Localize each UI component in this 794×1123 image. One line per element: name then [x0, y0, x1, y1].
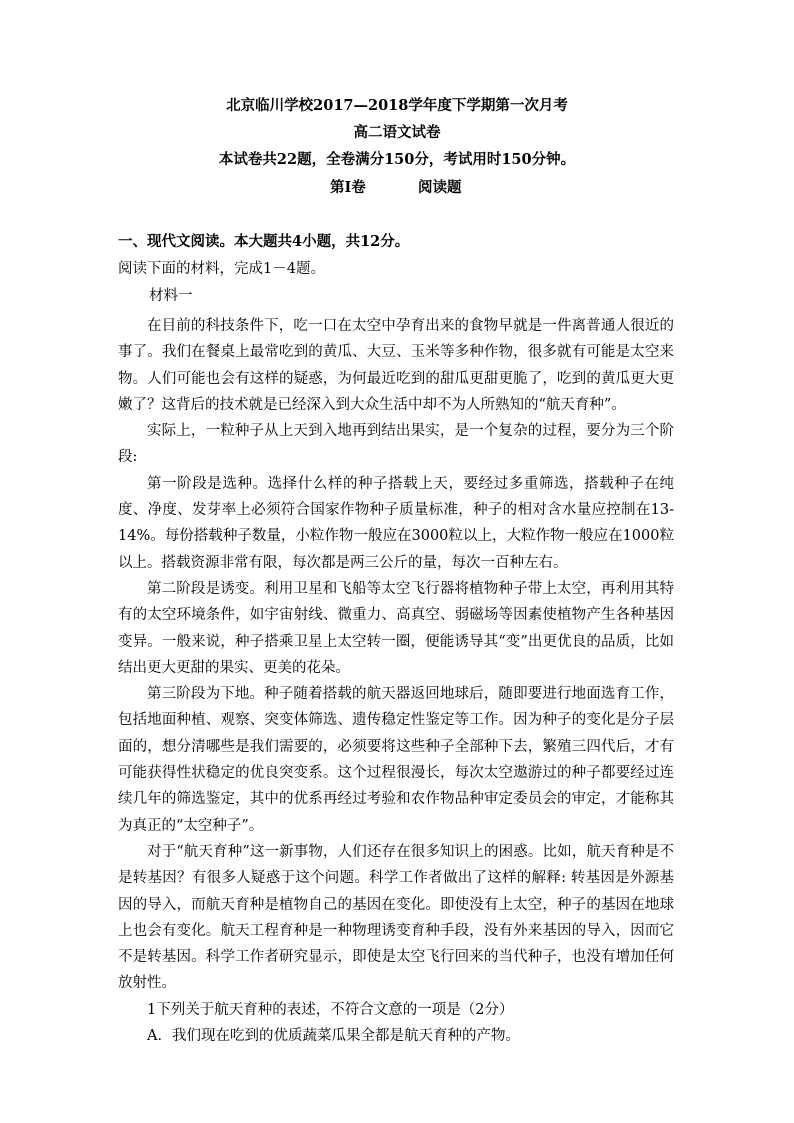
question-stem: 1下列关于航天育种的表述，不符合文意的一项是（2分）: [147, 1001, 514, 1018]
paragraph: 第三阶段为下地。种子随着搭载的航天器返回地球后，随即要进行地面选育工作，包括地面种植、观察、突变体筛选、遗传稳定性鉴定等工作。因为种子的变化是分子层面的，想分清哪些是我们需要的，必须要将这些种子全部种下去，繁殖三四代后，才有可能获得性状稳定的优良突变系。这个过程很漫长，每次太空遨游过的种子都要经过连续几年的筛选鉴定，其中的优系再经过考验和农作物品种审定委员会的审定，才能称其为真正的“太空种子”。: [118, 686, 674, 834]
paragraph: 在目前的科技条件下，吃一口在太空中孕育出来的食物早就是一件离普通人很近的事了。我们在餐桌上最常吃到的黄瓜、大豆、玉米等多种作物，很多就有可能是太空来物。人们可能也会有这样的疑惑，为何最近吃到的甜瓜更甜更脆了，吃到的黄瓜更大更嫩了？这背后的技术就是已经深入到大众生活中却不为人所熟知的“航天育种”。: [118, 318, 674, 413]
part-name: 阅读题: [418, 179, 462, 196]
section-heading: 一、现代文阅读。本大题共4小题，共12分。: [118, 233, 410, 250]
exam-info: 本试卷共22题，全卷满分150分，考试用时150分钟。: [218, 151, 576, 168]
question-option-a: A．我们现在吃到的优质蔬菜瓜果全都是航天育种的产物。: [147, 1028, 520, 1045]
subject-title: 高二语文试卷: [353, 124, 441, 141]
part-label: 第I卷: [330, 179, 366, 196]
paragraph: 实际上，一粒种子从上天到入地再到结出果实，是一个复杂的过程，要分为三个阶段:: [118, 423, 674, 466]
passage: [118, 313, 674, 1049]
school-title: 北京临川学校2017—2018学年度下学期第一次月考: [226, 97, 568, 114]
paragraph: 对于“航天育种”这一新事物，人们还存在很多知识上的困惑。比如，航天育种是不是转基因？有很多人疑惑于这个问题。科学工作者做出了这样的解释: 转基因是外源基因的导入，而航天育种是植物自己的基因在变化。即使没有上太空，种子的基因在地球上也会有变化。航天工程育种是一种物理诱变育种手段，没有外来基因的导入，因而它不是转基因。科学工作者研究显示，即使是太空飞行回来的当代种子，也没有增加任何放射性。: [118, 843, 674, 992]
paragraph: 第二阶段是诱变。利用卫星和飞船等太空飞行器将植物种子带上太空，再利用其特有的太空环境条件，如宇宙射线、微重力、高真空、弱磁场等因素使植物产生各种基因变异。一般来说，种子搭乘卫星上太空转一圈，便能诱导其“变”出更优良的品质，比如结出更大更甜的果实、更美的花朵。: [118, 580, 674, 676]
material-title: 材料一: [149, 288, 193, 304]
section-instruction: 阅读下面的材料，完成1－4题。: [118, 261, 325, 277]
paragraph: 第一阶段是选种。选择什么样的种子搭载上天，要经过多重筛选，搭载种子在纯度、净度、发芽率上必须符合国家作物种子质量标准，种子的相对含水量应控制在13-14%。每份搭载种子数量，小粒作物一般应在3000粒以上，大粒作物一般应在1000粒以上。搭载资源非常有限，每次都是两三公斤的量，每次一百种左右。: [118, 475, 674, 571]
